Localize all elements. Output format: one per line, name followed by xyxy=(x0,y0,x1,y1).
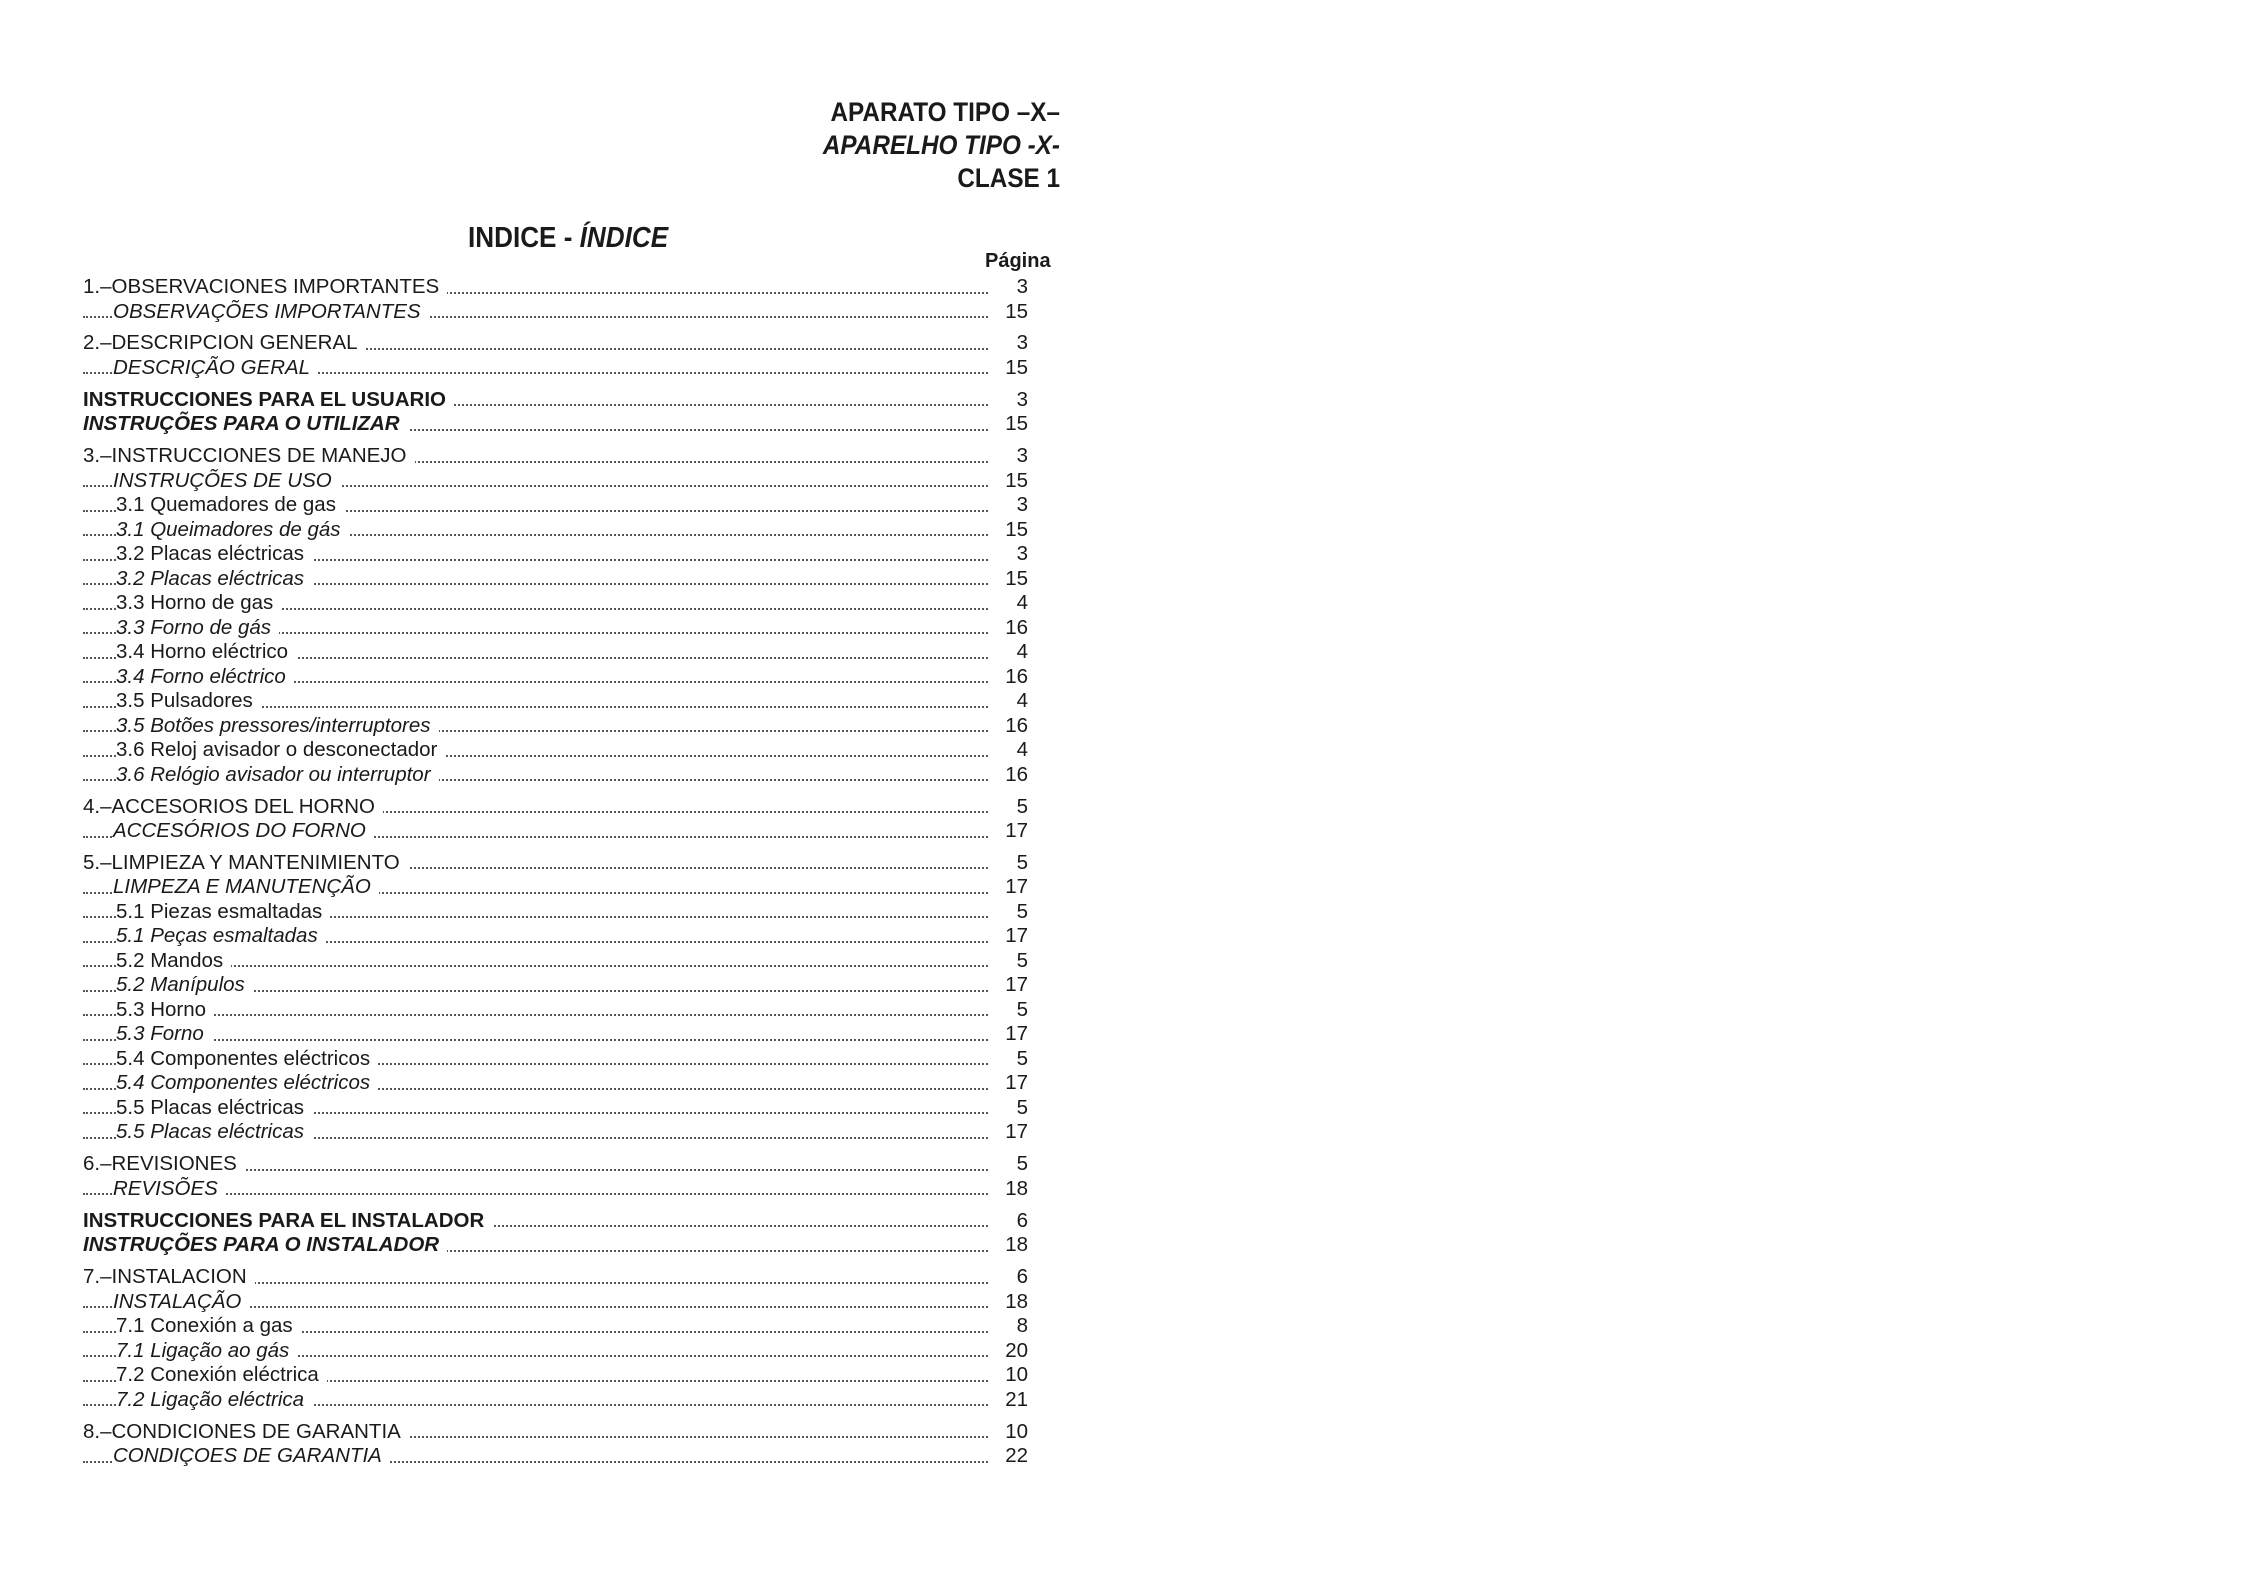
toc-entry-page: 4 xyxy=(988,640,1028,665)
toc-entry-page: 4 xyxy=(988,591,1028,616)
toc-entry-page: 10 xyxy=(988,1363,1028,1388)
toc-entry-label: 4.–ACCESORIOS DEL HORNO xyxy=(83,795,383,820)
document-header xyxy=(646,96,1060,195)
header-line-2: APARELHO TIPO -X- xyxy=(822,130,1060,160)
toc-entry-page: 8 xyxy=(988,1314,1028,1339)
toc-entry xyxy=(83,998,1028,1023)
toc-entry-label: 7.1 Conexión a gas xyxy=(116,1314,301,1339)
toc-entry-page: 3 xyxy=(988,493,1028,518)
toc-entry xyxy=(83,1444,1028,1469)
toc-entry-page: 15 xyxy=(988,567,1028,592)
toc-entry-label: 5.–LIMPIEZA Y MANTENIMIENTO xyxy=(83,851,408,876)
toc-entry xyxy=(83,1363,1028,1388)
toc-entry xyxy=(83,1022,1028,1047)
toc-entry-label: 5.2 Manípulos xyxy=(116,973,253,998)
toc-entry-page: 6 xyxy=(988,1265,1028,1290)
toc-entry-label: INSTRUÇÕES PARA O UTILIZAR xyxy=(83,412,408,437)
toc-entry-label: 7.1 Ligação ao gás xyxy=(116,1339,297,1364)
toc-entry-label: 5.3 Horno xyxy=(116,998,214,1023)
toc-entry xyxy=(83,331,1028,356)
toc-entry xyxy=(83,275,1028,300)
toc-entry-page: 21 xyxy=(988,1388,1028,1413)
toc-entry xyxy=(83,900,1028,925)
toc-entry-label: 3.1 Quemadores de gas xyxy=(116,493,344,518)
toc-entry-label: 5.2 Mandos xyxy=(116,949,231,974)
index-title xyxy=(468,222,668,255)
toc-entry-label: 7.2 Ligação eléctrica xyxy=(116,1388,312,1413)
header-line-3: CLASE 1 xyxy=(957,163,1060,193)
toc-entry-page: 17 xyxy=(988,875,1028,900)
toc-entry-page: 4 xyxy=(988,738,1028,763)
toc-entry-label: INSTRUÇÕES DE USO xyxy=(113,469,340,494)
toc-entry-label: 3.6 Relógio avisador ou interruptor xyxy=(116,763,439,788)
toc-entry xyxy=(83,1290,1028,1315)
toc-entry-page: 5 xyxy=(988,900,1028,925)
toc-entry-label: INSTRUCCIONES PARA EL USUARIO xyxy=(83,388,454,413)
toc-entry-label: 5.5 Placas eléctricas xyxy=(116,1096,312,1121)
toc-entry xyxy=(83,567,1028,592)
toc-entry-page: 3 xyxy=(988,388,1028,413)
toc-entry-page: 15 xyxy=(988,469,1028,494)
toc-entry-page: 15 xyxy=(988,356,1028,381)
toc-entry-label: DESCRIÇÃO GERAL xyxy=(113,356,318,381)
toc-entry-page: 16 xyxy=(988,763,1028,788)
toc-entry xyxy=(83,949,1028,974)
toc-entry-page: 5 xyxy=(988,851,1028,876)
toc-entry xyxy=(83,356,1028,381)
toc-entry-label: INSTRUCCIONES PARA EL INSTALADOR xyxy=(83,1209,492,1234)
toc-entry xyxy=(83,1096,1028,1121)
toc-entry-label: 8.–CONDICIONES DE GARANTIA xyxy=(83,1420,409,1445)
toc-entry-page: 6 xyxy=(988,1209,1028,1234)
toc-entry xyxy=(83,542,1028,567)
toc-entry xyxy=(83,1177,1028,1202)
toc-entry xyxy=(83,1339,1028,1364)
toc-entry-page: 16 xyxy=(988,714,1028,739)
toc-entry-label: 3.5 Pulsadores xyxy=(116,689,261,714)
toc-entry xyxy=(83,1120,1028,1145)
toc-entry-page: 16 xyxy=(988,616,1028,641)
toc-entry-label: CONDIÇOES DE GARANTIA xyxy=(113,1444,390,1469)
index-title-alt: ÍNDICE xyxy=(579,222,669,254)
toc-entry xyxy=(83,616,1028,641)
toc-entry xyxy=(83,388,1028,413)
toc-entry xyxy=(83,819,1028,844)
toc-entry-page: 5 xyxy=(988,795,1028,820)
dot-leader xyxy=(83,1039,988,1041)
toc-entry-page: 17 xyxy=(988,1071,1028,1096)
toc-entry-label: 5.4 Componentes eléctricos xyxy=(116,1047,378,1072)
toc-entry-page: 3 xyxy=(988,331,1028,356)
toc-entry-page: 15 xyxy=(988,518,1028,543)
toc-entry xyxy=(83,689,1028,714)
toc-entry-page: 5 xyxy=(988,1096,1028,1121)
toc-entry-page: 18 xyxy=(988,1233,1028,1258)
toc-entry xyxy=(83,973,1028,998)
toc-entry-label: 5.4 Componentes eléctricos xyxy=(116,1071,378,1096)
toc-entry xyxy=(83,1388,1028,1413)
toc-entry xyxy=(83,795,1028,820)
toc-entry xyxy=(83,1071,1028,1096)
toc-entry xyxy=(83,1233,1028,1258)
toc-entry xyxy=(83,1152,1028,1177)
toc-entry xyxy=(83,1209,1028,1234)
toc-entry xyxy=(83,738,1028,763)
toc-entry-page: 3 xyxy=(988,275,1028,300)
toc-entry-label: 3.5 Botões pressores/interruptores xyxy=(116,714,439,739)
toc-entry-page: 18 xyxy=(988,1177,1028,1202)
toc-entry-label: 5.1 Piezas esmaltadas xyxy=(116,900,330,925)
toc-entry-page: 20 xyxy=(988,1339,1028,1364)
toc-entry xyxy=(83,875,1028,900)
toc-entry-label: ACCESÓRIOS DO FORNO xyxy=(113,819,374,844)
toc-entry-label: 3.4 Forno eléctrico xyxy=(116,665,294,690)
table-of-contents xyxy=(83,275,1028,1469)
toc-entry-label: INSTRUÇÕES PARA O INSTALADOR xyxy=(83,1233,447,1258)
toc-entry-page: 5 xyxy=(988,1152,1028,1177)
index-title-main: INDICE - xyxy=(468,222,580,254)
toc-entry xyxy=(83,714,1028,739)
toc-entry-page: 17 xyxy=(988,1120,1028,1145)
toc-entry-label: LIMPEZA E MANUTENÇÃO xyxy=(113,875,379,900)
toc-entry-page: 15 xyxy=(988,412,1028,437)
page-column-label: Página xyxy=(985,250,1051,272)
toc-entry xyxy=(83,851,1028,876)
toc-entry xyxy=(83,444,1028,469)
toc-entry-page: 17 xyxy=(988,819,1028,844)
toc-entry-label: OBSERVAÇÕES IMPORTANTES xyxy=(113,300,429,325)
toc-entry-label: 5.3 Forno xyxy=(116,1022,212,1047)
header-line-1: APARATO TIPO –X– xyxy=(830,97,1060,127)
toc-entry-page: 10 xyxy=(988,1420,1028,1445)
toc-entry-label: 6.–REVISIONES xyxy=(83,1152,245,1177)
toc-entry xyxy=(83,665,1028,690)
toc-entry-label: 1.–OBSERVACIONES IMPORTANTES xyxy=(83,275,447,300)
toc-entry-page: 15 xyxy=(988,300,1028,325)
toc-entry xyxy=(83,518,1028,543)
toc-entry xyxy=(83,469,1028,494)
toc-entry xyxy=(83,640,1028,665)
toc-entry-label: 3.2 Placas eléctricas xyxy=(116,567,312,592)
toc-entry xyxy=(83,1314,1028,1339)
toc-entry xyxy=(83,1265,1028,1290)
toc-entry xyxy=(83,300,1028,325)
toc-entry-page: 17 xyxy=(988,973,1028,998)
toc-entry-label: 3.2 Placas eléctricas xyxy=(116,542,312,567)
toc-entry xyxy=(83,1420,1028,1445)
toc-entry-label: 3.1 Queimadores de gás xyxy=(116,518,349,543)
toc-entry-page: 3 xyxy=(988,444,1028,469)
toc-entry xyxy=(83,412,1028,437)
toc-entry-page: 18 xyxy=(988,1290,1028,1315)
toc-entry-page: 16 xyxy=(988,665,1028,690)
toc-entry-page: 5 xyxy=(988,949,1028,974)
toc-entry-label: 5.5 Placas eléctricas xyxy=(116,1120,312,1145)
toc-entry-label: 7.2 Conexión eléctrica xyxy=(116,1363,327,1388)
toc-entry-label: INSTALAÇÃO xyxy=(113,1290,249,1315)
toc-entry xyxy=(83,591,1028,616)
toc-entry-page: 22 xyxy=(988,1444,1028,1469)
toc-entry-label: 7.–INSTALACION xyxy=(83,1265,255,1290)
toc-entry-page: 17 xyxy=(988,1022,1028,1047)
dot-leader xyxy=(83,1014,988,1016)
toc-entry-label: REVISÕES xyxy=(113,1177,226,1202)
toc-entry-label: 3.4 Horno eléctrico xyxy=(116,640,296,665)
toc-entry xyxy=(83,493,1028,518)
toc-entry-label: 5.1 Peças esmaltadas xyxy=(116,924,326,949)
toc-entry-label: 3.–INSTRUCCIONES DE MANEJO xyxy=(83,444,415,469)
toc-entry-label: 2.–DESCRIPCION GENERAL xyxy=(83,331,366,356)
toc-entry xyxy=(83,763,1028,788)
toc-entry-label: 3.6 Reloj avisador o desconectador xyxy=(116,738,445,763)
toc-entry xyxy=(83,1047,1028,1072)
toc-entry-page: 17 xyxy=(988,924,1028,949)
toc-entry-page: 5 xyxy=(988,1047,1028,1072)
toc-entry xyxy=(83,924,1028,949)
toc-entry-page: 5 xyxy=(988,998,1028,1023)
toc-entry-label: 3.3 Horno de gas xyxy=(116,591,281,616)
toc-entry-page: 3 xyxy=(988,542,1028,567)
toc-entry-label: 3.3 Forno de gás xyxy=(116,616,279,641)
toc-entry-page: 4 xyxy=(988,689,1028,714)
